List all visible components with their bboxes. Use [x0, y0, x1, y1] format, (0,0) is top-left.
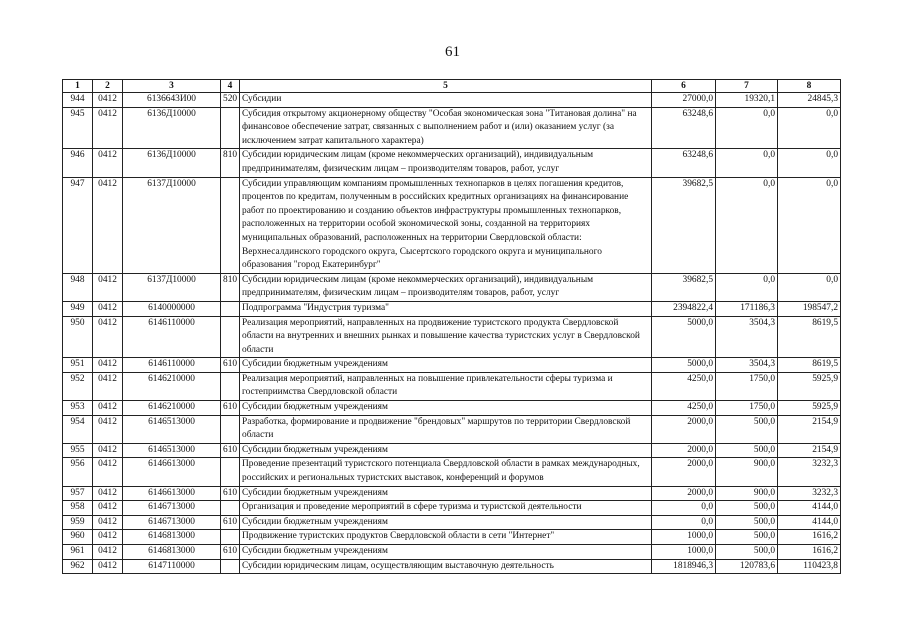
row-description: Субсидии юридическим лицам (кроме некоммерческих организаций), индивидуальным предпринимателям, физическим лицам – производителям товаров, работ, услуг	[240, 273, 652, 301]
amount-col-6: 5000,0	[652, 316, 716, 358]
amount-col-7: 3504,3	[716, 316, 778, 358]
amount-col-7: 900,0	[716, 458, 778, 486]
amount-col-8: 1616,2	[778, 530, 841, 545]
section-code: 0412	[93, 93, 123, 108]
row-number: 957	[63, 486, 93, 501]
amount-col-8: 198547,2	[778, 301, 841, 316]
target-article-code: 6146110000	[123, 316, 221, 358]
expense-type-code	[221, 316, 240, 358]
row-number: 948	[63, 273, 93, 301]
section-code: 0412	[93, 530, 123, 545]
row-number: 947	[63, 177, 93, 273]
table-row	[63, 93, 841, 108]
expense-type-code: 810	[221, 149, 240, 177]
section-code: 0412	[93, 149, 123, 177]
column-header-6: 6	[652, 80, 716, 93]
row-number: 954	[63, 415, 93, 443]
row-number: 958	[63, 501, 93, 516]
expense-type-code	[221, 177, 240, 273]
amount-col-6: 1000,0	[652, 545, 716, 560]
amount-col-7: 171186,3	[716, 301, 778, 316]
expense-type-code	[221, 415, 240, 443]
target-article-code: 6146713000	[123, 515, 221, 530]
expense-type-code	[221, 559, 240, 574]
table-row	[63, 501, 841, 516]
amount-col-6: 4250,0	[652, 401, 716, 416]
amount-col-7: 500,0	[716, 415, 778, 443]
amount-col-7: 500,0	[716, 443, 778, 458]
table-row	[63, 559, 841, 574]
row-number: 959	[63, 515, 93, 530]
amount-col-6: 39682,5	[652, 273, 716, 301]
table-body	[63, 93, 841, 574]
target-article-code: 6146210000	[123, 372, 221, 400]
section-code: 0412	[93, 107, 123, 149]
expense-type-code	[221, 301, 240, 316]
section-code: 0412	[93, 545, 123, 560]
target-article-code: 6146713000	[123, 501, 221, 516]
amount-col-6: 4250,0	[652, 372, 716, 400]
table-row	[63, 273, 841, 301]
amount-col-7: 1750,0	[716, 401, 778, 416]
amount-col-6: 2000,0	[652, 443, 716, 458]
row-description: Субсидии юридическим лицам (кроме некоммерческих организаций), индивидуальным предпринимателям, физическим лицам – производителям товаров, работ, услуг	[240, 149, 652, 177]
amount-col-7: 0,0	[716, 273, 778, 301]
row-number: 951	[63, 358, 93, 373]
target-article-code: 6146813000	[123, 545, 221, 560]
expense-type-code	[221, 501, 240, 516]
amount-col-8: 3232,3	[778, 486, 841, 501]
target-article-code: 6146613000	[123, 458, 221, 486]
column-header-8: 8	[778, 80, 841, 93]
amount-col-8: 3232,3	[778, 458, 841, 486]
amount-col-8: 24845,3	[778, 93, 841, 108]
row-description: Субсидия открытому акционерному обществу "Особая экономическая зона "Титановая долина" на финансовое обеспечение затрат, связанных с выполнением работ и (или) оказанием услуг (за исключением затрат капитального характера)	[240, 107, 652, 149]
section-code: 0412	[93, 177, 123, 273]
expense-type-code: 610	[221, 515, 240, 530]
column-header-7: 7	[716, 80, 778, 93]
target-article-code: 6137Д10000	[123, 177, 221, 273]
amount-col-6: 63248,6	[652, 107, 716, 149]
expense-type-code: 610	[221, 443, 240, 458]
amount-col-8: 2154,9	[778, 443, 841, 458]
row-description: Субсидии бюджетным учреждениям	[240, 443, 652, 458]
target-article-code: 6137Д10000	[123, 273, 221, 301]
section-code: 0412	[93, 501, 123, 516]
column-header-3: 3	[123, 80, 221, 93]
target-article-code: 6146813000	[123, 530, 221, 545]
amount-col-7: 19320,1	[716, 93, 778, 108]
section-code: 0412	[93, 458, 123, 486]
amount-col-8: 110423,8	[778, 559, 841, 574]
row-number: 961	[63, 545, 93, 560]
amount-col-7: 500,0	[716, 501, 778, 516]
table-row	[63, 358, 841, 373]
row-description: Субсидии бюджетным учреждениям	[240, 515, 652, 530]
amount-col-8: 0,0	[778, 273, 841, 301]
expense-type-code: 610	[221, 486, 240, 501]
expense-type-code	[221, 530, 240, 545]
section-code: 0412	[93, 486, 123, 501]
amount-col-6: 1818946,3	[652, 559, 716, 574]
row-description: Разработка, формирование и продвижение "брендовых" маршрутов по территории Свердловской области	[240, 415, 652, 443]
row-description: Субсидии бюджетным учреждениям	[240, 358, 652, 373]
amount-col-6: 27000,0	[652, 93, 716, 108]
amount-col-7: 0,0	[716, 149, 778, 177]
target-article-code: 6146513000	[123, 443, 221, 458]
target-article-code: 6136Д10000	[123, 107, 221, 149]
section-code: 0412	[93, 559, 123, 574]
amount-col-8: 8619,5	[778, 316, 841, 358]
amount-col-8: 8619,5	[778, 358, 841, 373]
row-description: Субсидии бюджетным учреждениям	[240, 401, 652, 416]
amount-col-8: 5925,9	[778, 372, 841, 400]
amount-col-8: 0,0	[778, 149, 841, 177]
expense-type-code: 610	[221, 358, 240, 373]
amount-col-8: 4144,0	[778, 515, 841, 530]
row-description: Проведение презентаций туристского потенциала Свердловской области в рамках международных, российских и региональных туристских выставок, конференций и форумов	[240, 458, 652, 486]
expense-type-code: 610	[221, 545, 240, 560]
column-header-4: 4	[221, 80, 240, 93]
amount-col-6: 0,0	[652, 515, 716, 530]
table-row	[63, 177, 841, 273]
table-row	[63, 301, 841, 316]
amount-col-6: 2000,0	[652, 486, 716, 501]
row-number: 946	[63, 149, 93, 177]
amount-col-7: 120783,6	[716, 559, 778, 574]
amount-col-6: 2394822,4	[652, 301, 716, 316]
row-description: Подпрограмма "Индустрия туризма"	[240, 301, 652, 316]
amount-col-6: 0,0	[652, 501, 716, 516]
row-number: 952	[63, 372, 93, 400]
target-article-code: 6140000000	[123, 301, 221, 316]
row-number: 962	[63, 559, 93, 574]
section-code: 0412	[93, 515, 123, 530]
section-code: 0412	[93, 401, 123, 416]
amount-col-8: 0,0	[778, 107, 841, 149]
table-row	[63, 486, 841, 501]
amount-col-7: 0,0	[716, 177, 778, 273]
table-row	[63, 443, 841, 458]
target-article-code: 6147110000	[123, 559, 221, 574]
expense-type-code	[221, 372, 240, 400]
column-header-5: 5	[240, 80, 652, 93]
table-row	[63, 107, 841, 149]
amount-col-6: 2000,0	[652, 458, 716, 486]
amount-col-6: 39682,5	[652, 177, 716, 273]
expense-type-code: 610	[221, 401, 240, 416]
section-code: 0412	[93, 358, 123, 373]
column-header-2: 2	[93, 80, 123, 93]
target-article-code: 6146513000	[123, 415, 221, 443]
section-code: 0412	[93, 316, 123, 358]
target-article-code: 6146110000	[123, 358, 221, 373]
section-code: 0412	[93, 301, 123, 316]
target-article-code: 6146210000	[123, 401, 221, 416]
target-article-code: 6136643И00	[123, 93, 221, 108]
row-number: 949	[63, 301, 93, 316]
row-description: Субсидии	[240, 93, 652, 108]
budget-table	[62, 79, 841, 574]
amount-col-8: 0,0	[778, 177, 841, 273]
amount-col-6: 5000,0	[652, 358, 716, 373]
row-description: Субсидии бюджетным учреждениям	[240, 486, 652, 501]
target-article-code: 6146613000	[123, 486, 221, 501]
amount-col-7: 900,0	[716, 486, 778, 501]
table-row	[63, 545, 841, 560]
row-description: Субсидии бюджетным учреждениям	[240, 545, 652, 560]
expense-type-code: 520	[221, 93, 240, 108]
row-number: 950	[63, 316, 93, 358]
row-number: 953	[63, 401, 93, 416]
section-code: 0412	[93, 273, 123, 301]
row-description: Субсидии управляющим компаниям промышленных технопарков в целях погашения кредитов, процентов по кредитам, полученным в российских кредитных организациях на финансирование работ по проектированию и созданию объектов инфраструктуры промышленных технопарков, расположенных на территории особой экономической зоны, созданной на территориях муниципальных образований, расположенных на территории Свердловской области: Верхнесалдинского городского округа, Сысертского городского округа и муниципального образования "город Екатеринбург"	[240, 177, 652, 273]
row-number: 960	[63, 530, 93, 545]
column-header-1: 1	[63, 80, 93, 93]
amount-col-6: 63248,6	[652, 149, 716, 177]
table-row	[63, 530, 841, 545]
table-row	[63, 372, 841, 400]
header-row	[63, 80, 841, 93]
table-row	[63, 458, 841, 486]
expense-type-code	[221, 107, 240, 149]
table-row	[63, 415, 841, 443]
amount-col-8: 1616,2	[778, 545, 841, 560]
table-header	[63, 80, 841, 93]
section-code: 0412	[93, 443, 123, 458]
amount-col-7: 500,0	[716, 515, 778, 530]
section-code: 0412	[93, 372, 123, 400]
section-code: 0412	[93, 415, 123, 443]
table-row	[63, 149, 841, 177]
amount-col-8: 2154,9	[778, 415, 841, 443]
amount-col-7: 3504,3	[716, 358, 778, 373]
amount-col-7: 1750,0	[716, 372, 778, 400]
row-description: Организация и проведение мероприятий в сфере туризма и туристской деятельности	[240, 501, 652, 516]
row-number: 945	[63, 107, 93, 149]
amount-col-8: 4144,0	[778, 501, 841, 516]
row-description: Продвижение туристских продуктов Свердловской области в сети "Интернет"	[240, 530, 652, 545]
expense-type-code	[221, 458, 240, 486]
row-description: Реализация мероприятий, направленных на повышение привлекательности сферы туризма и гостеприимства Свердловской области	[240, 372, 652, 400]
amount-col-6: 1000,0	[652, 530, 716, 545]
table-row	[63, 401, 841, 416]
row-number: 955	[63, 443, 93, 458]
amount-col-7: 500,0	[716, 530, 778, 545]
amount-col-7: 500,0	[716, 545, 778, 560]
target-article-code: 6136Д10000	[123, 149, 221, 177]
row-number: 944	[63, 93, 93, 108]
table-row	[63, 515, 841, 530]
amount-col-8: 5925,9	[778, 401, 841, 416]
expense-type-code: 810	[221, 273, 240, 301]
amount-col-6: 2000,0	[652, 415, 716, 443]
amount-col-7: 0,0	[716, 107, 778, 149]
table-row	[63, 316, 841, 358]
row-description: Субсидии юридическим лицам, осуществляющим выставочную деятельность	[240, 559, 652, 574]
row-number: 956	[63, 458, 93, 486]
row-description: Реализация мероприятий, направленных на продвижение туристского продукта Свердловской области на внутренних и внешних рынках и повышение качества туристских услуг в Свердловской области	[240, 316, 652, 358]
page-number: 61	[445, 44, 460, 60]
